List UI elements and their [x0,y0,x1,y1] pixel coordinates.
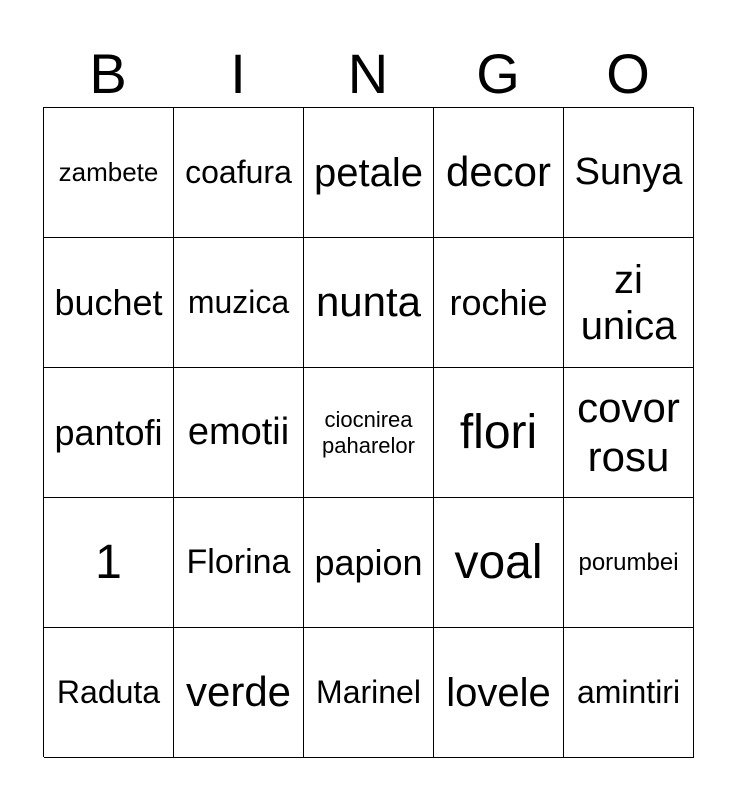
bingo-cell[interactable]: Florina [174,498,304,628]
bingo-cell[interactable]: rochie [434,238,564,368]
bingo-cell[interactable]: 1 [44,498,174,628]
bingo-cell[interactable]: muzica [174,238,304,368]
bingo-cell[interactable]: decor [434,108,564,238]
bingo-cell[interactable]: zambete [44,108,174,238]
bingo-cell[interactable]: amintiri [564,628,694,758]
bingo-board [43,107,694,757]
bingo-cell[interactable]: porumbei [564,498,694,628]
header-letter-i: I [230,42,246,105]
bingo-cell[interactable]: Marinel [304,628,434,758]
bingo-cell[interactable]: lovele [434,628,564,758]
bingo-cell[interactable]: ciocnirea paharelor [304,368,434,498]
header-letter-g: G [476,42,520,105]
bingo-cell[interactable]: papion [304,498,434,628]
bingo-cell[interactable]: emotii [174,368,304,498]
bingo-cell[interactable]: pantofi [44,368,174,498]
bingo-cell[interactable]: Raduta [44,628,174,758]
bingo-cell[interactable]: nunta [304,238,434,368]
bingo-cell[interactable]: voal [434,498,564,628]
header-letter-b: B [89,42,127,105]
header-letter-n: N [347,42,389,105]
bingo-cell[interactable]: coafura [174,108,304,238]
bingo-cell[interactable]: Sunya [564,108,694,238]
bingo-cell[interactable]: verde [174,628,304,758]
bingo-cell[interactable]: zi unica [564,238,694,368]
bingo-header [43,40,693,108]
bingo-cell[interactable]: petale [304,108,434,238]
bingo-cell[interactable]: buchet [44,238,174,368]
bingo-cell[interactable]: covor rosu [564,368,694,498]
bingo-cell[interactable]: flori [434,368,564,498]
header-letter-o: O [606,42,650,105]
